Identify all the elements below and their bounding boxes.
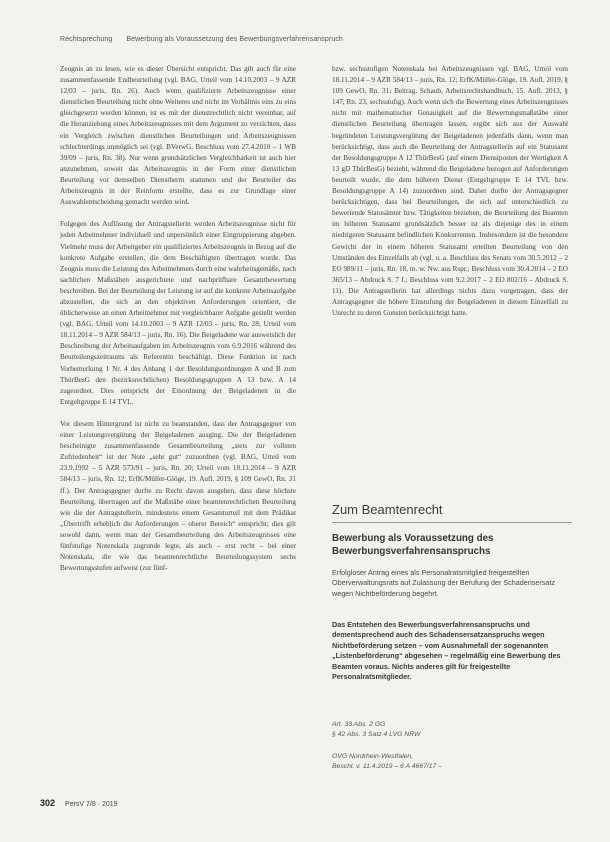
running-header <box>60 36 580 43</box>
left-column-text: Zeugnis an zu lesen, wie es dieser Übersicht entspricht. Das gilt auch für eine zusammenfassende Endbeurteilung (vgl. BAG, Urteil vom 14.10.2003 – 9 AZR 12/03 – juris, Rn. 26). Auch wenn qualifizierte Arbeitszeugnisse einer dienstlichen Beurteilung nicht ohne Weiteres und nicht im Verhältnis eins zu eins gleichgesetzt werden können, ist es mit der dienstrechtlich nicht vereinbar, auf die Heranziehung eines Arbeitszeugnisses mit dem Argument zu verzichten, dass ein Vergleich zwischen dienstlichen Beurteilungen und Arbeitszeugnissen schlechterdings unmöglich sei (vgl. BVerwG, Beschluss vom 27.4.2010 – 1 WB 39/09 – juris, Rn. 38). Nur wenn grundsätzlichen Vergleichbarkeit ist auch hier anzunehmen, soweit das Arbeitszeugnis in der Form einer dienstlichen Beurteilung vor demselben Dienstherrn stammen und der Beurteiler das Arbeitszeugnis in der Reinform erstellte, dass es zur Grundlage einer Auswahlentscheidung gemacht werden wird. Folgegen des Auflösung der Antragstellerin werden Arbeitszeugnisse nicht für jeden Arbeitnehmer individuell und unpersönlich einer Eingruppierung abgeben. Vielmehr muss der Arbeitgeber ein qualifiziertes Arbeitszeugnis in Bezug auf die konkrete Aufgabe erstellen, die dem Beschäftigten übertragen wurde. Das Zeugnis muss die Leistung des Arbeitnehmers durch eine wahrheitsgemäße, nach sachlichen Maßstäben ausgerichtete und nachprüfbare Gesamtbewertung beschreiben. Bei der Beurteilung der Leistung ist auf die konkrete Arbeitsaufgabe abzustellen, die sich an den objektiven Anforderungen orientiert, die üblicherweise an einen Arbeitnehmer mit vergleichbarer Aufgabe gestellt werden (vgl. BAG, Urteil vom 14.10.2003 – 9 AZR 12/03 – juris, Rn. 28; Urteil vom 18.11.2014 – 9 AZR 584/13 – juris, Rn. 16). Die Beigeladene war ausweislich der Beschreibung der Arbeitsaufgaben im Arbeitszeugnis vom 6.9.2016 während des Beurteilungszeitraums als Referentin beschäftigt. Diese Funktion ist nach Vorbemerkung 1 Nr. 4 des Anhang 1 der Besoldungsordnungen A und B zum ThürBesG den (bezirksrechtlichen) Besoldungsgruppen A 13 bzw. A 14 zugeordnet. Dies entspricht der Einordnung der Beigeladenen in die Entgeltgruppe E 14 TVL. Vor diesem Hintergrund ist nicht zu beanstanden, dass der Antragsgegner von einer Leistungsvergütung der Beigeladenen ausging. Die der Beigeladenen bescheinigte zusammenfassende Gesamtbeurteilung „stets zur vollsten Zufriedenheit“ ist der Note „sehr gut“ zuzuordnen (vgl. BAG, Urteil vom 23.9.1992 – 5 AZR 573/91 – juris, Rn. 20; Urteil vom 18.11.2014 – 9 AZR 584/13 – juris, Rn. 12; ErfK/Müller-Glöge, 19. Aufl. 2019, § 109 GewO, Rn. 31 ff.). Der Antragsgegner durfte zu Recht davon ausgehen, dass diese höchste Beurteilung, übertragen auf die Maßstäbe einer beamtenrechtlichen Beurteilung wie die der Antragstellerin, mindestens einem Gesamturteil mit dem Prädikat „Übertrifft erheblich die Anforderungen – oberer Bereich“ entspricht; dies gilt sowohl dann, wenn man der Gesamtbeurteilung des Arbeitszeugnisses eine fünfstufige Notenskala zugrunde legte, als auch – erst recht – bei einer Notenskala, die wie das beamtenrechtliche Beurteilungssystem sechs Bewertungsstufen aufweist (zur fünf- <box>60 65 296 573</box>
article-headline: Bewerbung als Voraussetzung des Bewerbungsverfahrensanspruchs <box>332 533 494 557</box>
header-section: Rechtsprechung <box>60 36 113 43</box>
legal-norms: Art. 33 Abs. 2 GG § 42 Abs. 3 Satz 4 LVG NRW <box>332 721 421 738</box>
section-divider <box>332 522 572 523</box>
page-number: 302 <box>40 798 56 808</box>
section-category: Zum Beamtenrecht <box>332 502 443 517</box>
court-decision-reference: OVG Nordrhein-Westfalen, Beschl. v. 11.4.2019 – 6 A 4667/17 – <box>332 753 442 770</box>
right-column-text: bzw. sechsstufigen Notenskala bei Arbeitszeugnissen vgl. BAG, Urteil vom 18.11.2014 – 9 AZR 584/13 – juris, Rn. 12; ErfK/Müller-Glöge, 19. Aufl. 2019, § 109 GewO, Rn. 31; Beitrag, Schaub, Arbeitsrechtshandbuch, 15. Aufl. 2013, § 147, Rn. 23, sechsstufig). Auch wenn sich die Bewertung eines Arbeitszeugnisses nicht mit mathematischer Genauigkeit auf die Bewertungsmaßstäbe einer dienstlichen Beurteilung übertragen lassen, ergibt sich aus der Auswahl begründeten Leistungsvergütung der Beigeladenen jedenfalls dann, wenn man berücksichtigt, dass auch die Beurteilung der Antragstellerin auf ein Statusamt der Besoldungsgruppe A 12 ThürBesG (auf einem Dienstposten der Wertigkeit A 13 gD ThürBesG) bezieht, während die Beigeladene bezogen auf Anforderungen beurteilt wurde, die dem höheren Dienst (Entgeltgruppe E 14 TVL bzw. Besoldungsgruppe A 14) zuzuordnen sind. Daher durfte der Antragsgegner berücksichtigen, dass bei Beurteilungen, die sich auf unterschiedlich zu bewertende Statusämter bzw. Tätigkeiten beziehen, die Beurteilung des Beamten im höheren Statusamt grundsätzlich besser ist als diejenige des in einem niedrigeren Statusamt befindlichen Konkurrenten. Insbesondere ist die besondere Gewicht der in einem höheren Statusamt erteilten Beurteilung von den Umständen des Einzelfalls ab (vgl. u. a. Beschluss des Senats vom 30.5.2012 – 2 EO 989/11 – juris, Rn. 18, m. w. Nw. aus Rspr.; Beschluss vom 30.4.2014 – 2 EO 365/13 – Abdruck S. 7 f.; Beschluss vom 9.2.2017 – 2 EO 802/16 – Abdruck S. 11). Die Antragstellerin hat allerdings nichts dazu vorgetragen, dass der Antragsgegner die höhere Einstufung der Beigeladenen in diesem Einzelfall zu Unrecht zu deren Gunsten berücksichtigt hatte. <box>332 65 568 318</box>
page-footer <box>40 798 118 808</box>
header-title: Bewerbung als Voraussetzung des Bewerbungsverfahrensanspruch <box>126 36 343 43</box>
guiding-principle: Das Entstehen des Bewerbungsverfahrensanspruchs und dementsprechend auch des Schadensersatzanspruchs wegen Nichtbeförderung setzen – vom Ausnahmefall der sogenannten „Listenbeförderung“ abgesehen – regelmäßig eine Bewerbung des Beamten voraus. Nichts anderes gilt für freigestellte Personalratsmitglieder. <box>332 620 561 682</box>
article-intro: Erfolgloser Antrag eines als Personalratsmitglied freigestellten Oberverwaltungsrats auf Zulassung der Berufung der Schadensersatz wegen Nichtbeförderung begehrt. <box>332 568 555 598</box>
journal-issue: PersV 7/8 · 2019 <box>65 801 118 808</box>
